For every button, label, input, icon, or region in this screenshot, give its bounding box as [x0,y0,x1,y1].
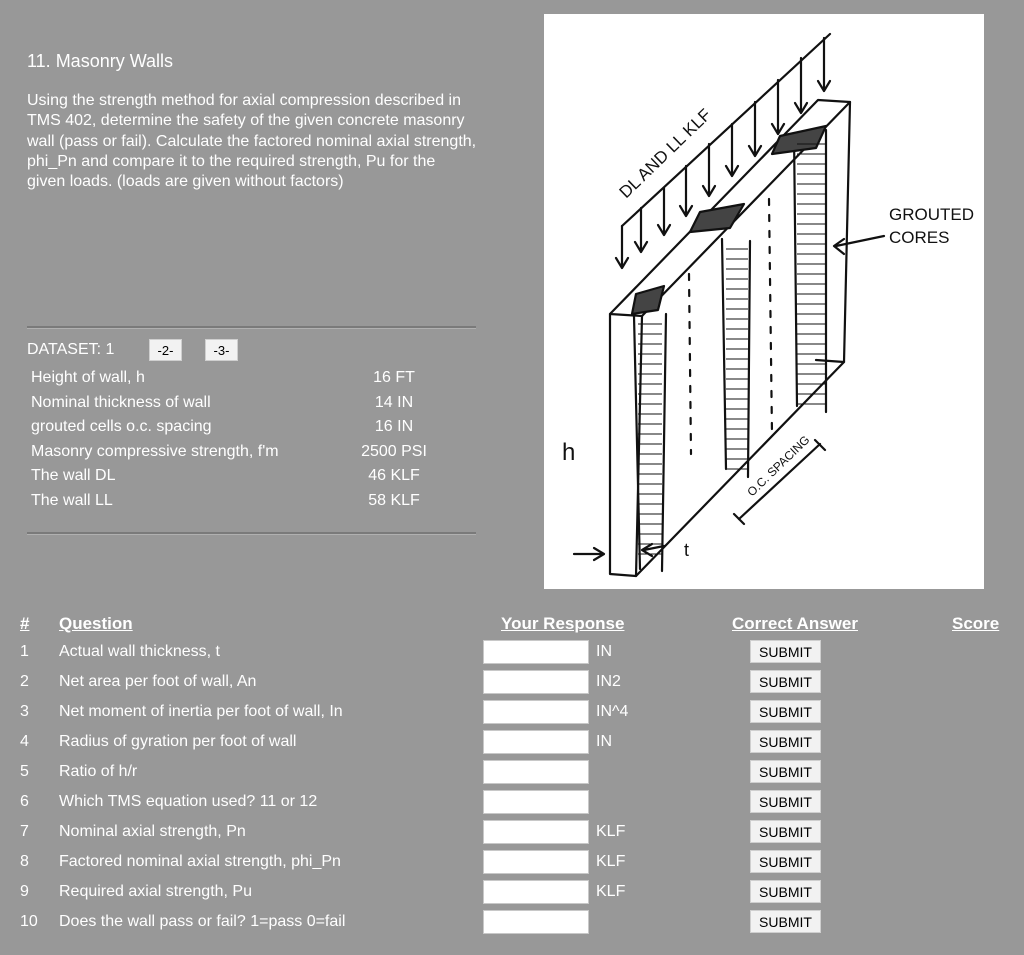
question-number: 8 [20,853,29,870]
submit-button[interactable]: SUBMIT [750,640,821,663]
parameter-value: 58 KLF [368,491,420,509]
parameter-label: Masonry compressive strength, f'm [31,442,279,460]
response-input[interactable] [483,760,589,784]
response-input[interactable] [483,640,589,664]
grouted-label: GROUTED [889,205,974,224]
submit-button[interactable]: SUBMIT [750,910,821,933]
parameter-label: The wall DL [31,467,116,485]
response-unit: KLF [596,853,626,870]
wall-diagram-sketch [544,14,984,589]
submit-button[interactable]: SUBMIT [750,850,821,873]
response-input[interactable] [483,730,589,754]
parameter-value: 14 IN [374,393,414,411]
problem-description: Using the strength method for axial compression described in TMS 402, determine the safety of the given concrete masonry wall (pass or fail). Calculate the factored nominal axial strength, phi_Pn and compare it to the required strength, Pu for the given loads. (loads are given without factors) [27,92,477,191]
question-number: 3 [20,703,29,720]
question-row [0,880,1024,910]
submit-button[interactable]: SUBMIT [750,880,821,903]
parameter-label: The wall LL [31,491,113,509]
response-unit: IN2 [596,673,621,690]
response-input[interactable] [483,700,589,724]
question-number: 7 [20,823,29,840]
question-number: 5 [20,763,29,780]
parameter-row [31,392,451,417]
question-row [0,640,1024,670]
submit-button[interactable]: SUBMIT [750,760,821,783]
parameter-row [31,367,451,392]
parameter-value: 2500 PSI [361,442,427,460]
response-input[interactable] [483,910,589,934]
question-row [0,850,1024,880]
h-label: h [562,439,576,466]
question-text: Required axial strength, Pu [59,883,252,900]
response-input[interactable] [483,670,589,694]
submit-button[interactable]: SUBMIT [750,700,821,723]
parameter-row [31,441,451,466]
parameter-value: 16 FT [373,369,415,386]
response-unit: KLF [596,823,626,840]
question-row [0,700,1024,730]
question-row [0,820,1024,850]
question-row [0,670,1024,700]
dataset-label: DATASET: 1 [27,341,115,358]
question-text: Nominal axial strength, Pn [59,823,246,840]
parameter-row [31,490,451,515]
parameter-label: Nominal thickness of wall [31,393,211,411]
question-text: Factored nominal axial strength, phi_Pn [59,853,341,870]
submit-button[interactable]: SUBMIT [750,790,821,813]
question-text: Radius of gyration per foot of wall [59,733,297,750]
response-input[interactable] [483,790,589,814]
response-unit: IN [596,733,612,750]
header-response: Your Response [501,614,625,633]
divider-top [27,326,476,329]
header-num: # [20,614,30,633]
parameter-list [31,367,451,515]
question-text: Net area per foot of wall, An [59,673,257,690]
parameter-label: grouted cells o.c. spacing [31,418,212,436]
t-label: t [684,540,690,560]
parameter-row [31,416,451,441]
question-text: Net moment of inertia per foot of wall, In [59,703,343,720]
submit-button[interactable]: SUBMIT [750,670,821,693]
question-number: 4 [20,733,29,750]
parameter-value: 46 KLF [368,467,420,485]
question-number: 2 [20,673,29,690]
question-text: Ratio of h/r [59,763,138,780]
load-label: DL AND LL KLF [615,105,715,202]
problem-title: 11. Masonry Walls [27,51,174,71]
submit-button[interactable]: SUBMIT [750,730,821,753]
header-score: Score [952,614,1000,633]
question-text: Which TMS equation used? 11 or 12 [59,793,318,810]
wall-diagram [544,14,984,589]
parameter-row [31,465,451,490]
response-input[interactable] [483,850,589,874]
response-unit: IN^4 [596,703,629,720]
question-number: 9 [20,883,29,900]
header-correct: Correct Answer [732,614,858,633]
cores-label: CORES [889,228,950,247]
response-unit: IN [596,643,612,660]
spacing-label: O.C. SPACING [744,432,813,500]
response-input[interactable] [483,820,589,844]
divider-bottom [27,532,476,535]
question-row [0,730,1024,760]
parameter-value: 16 IN [374,418,414,436]
question-row [0,790,1024,820]
question-text: Does the wall pass or fail? 1=pass 0=fail [59,913,346,930]
response-unit: KLF [596,883,626,900]
header-question: Question [59,614,133,633]
question-number: 6 [20,793,29,810]
question-row [0,760,1024,790]
parameter-label: Height of wall, h [31,369,145,386]
dataset-2-button[interactable]: -2- [149,339,182,361]
submit-button[interactable]: SUBMIT [750,820,821,843]
response-input[interactable] [483,880,589,904]
question-number: 10 [20,913,38,930]
dataset-3-button[interactable]: -3- [205,339,238,361]
question-number: 1 [20,643,29,660]
question-text: Actual wall thickness, t [59,643,220,660]
question-row [0,910,1024,940]
